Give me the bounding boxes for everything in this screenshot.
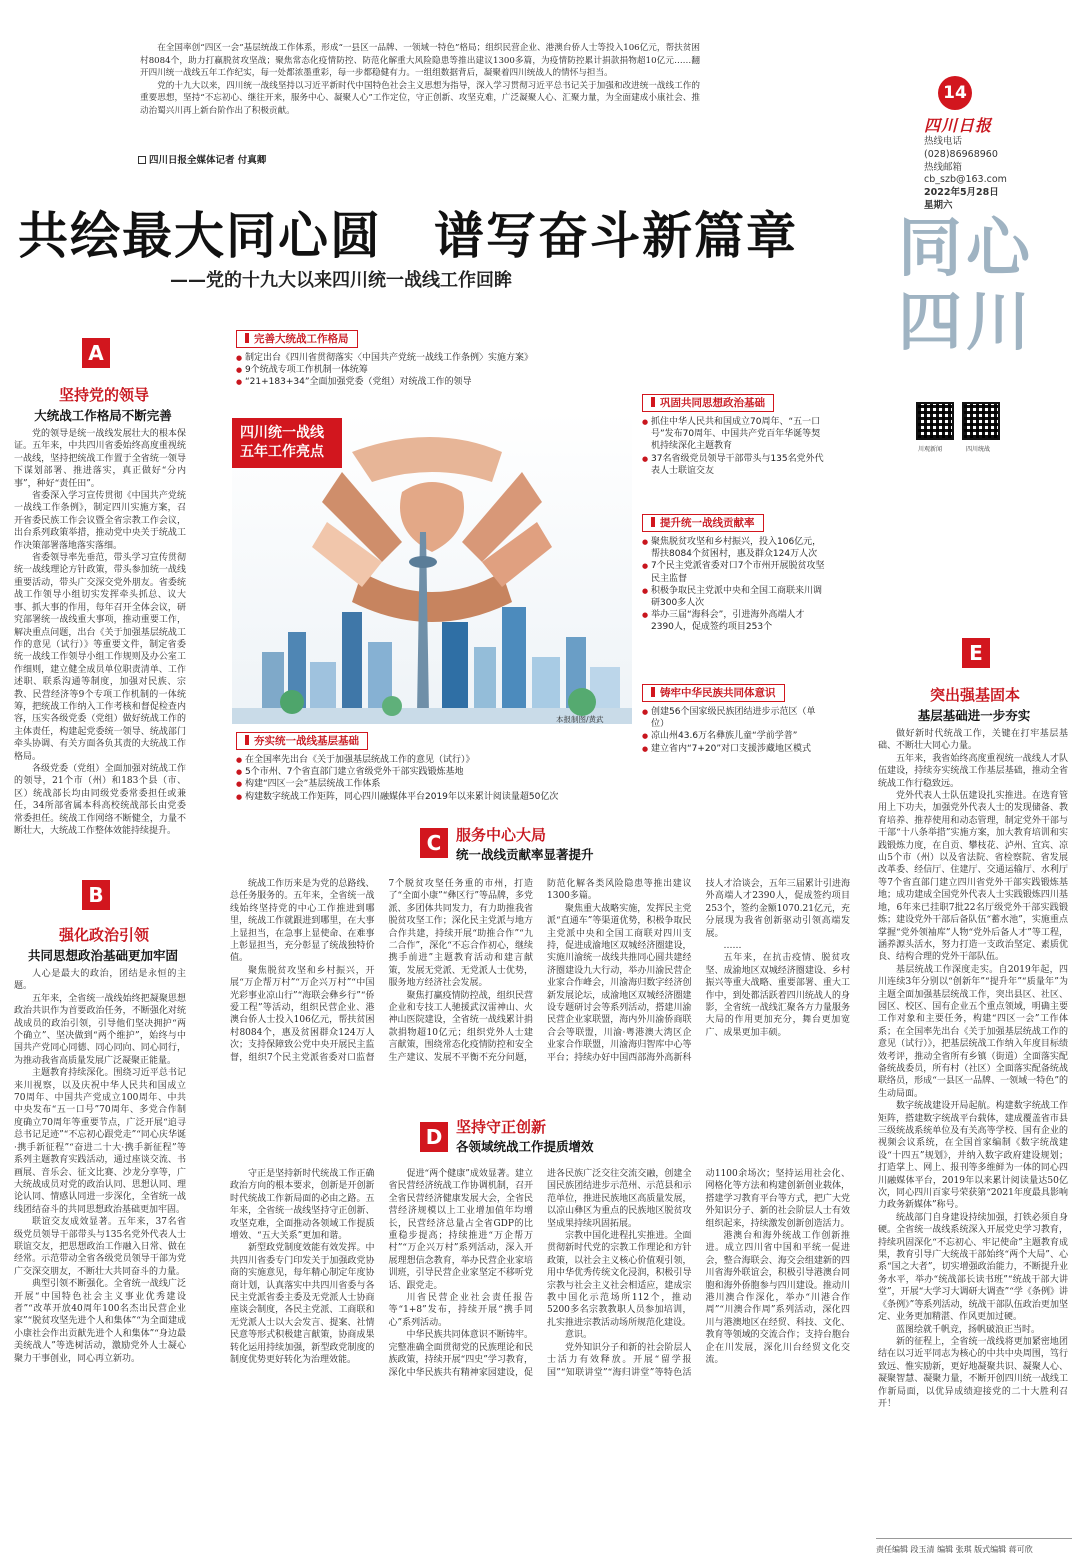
section-e-body	[878, 728, 1068, 1528]
paragraph: 促进“两个健康”成效显著。建立省民营经济统战工作协调机制，召开全省民营经济健康发展大会，全省民营经济规模以上工业增加值年均增长，民营经济总量占全省GDP的比重稳步提高；持续推进“万企帮万村”“万企兴万村”系列活动，深入开展理想信念教育，举办民营企业家培训班，引导民营企业家坚定不移听党话、跟党走。	[388, 1169, 533, 1291]
editor-credits: 责任编辑 段玉清 编辑 张琪 版式编辑 蒋可欣	[876, 1545, 1033, 1554]
paragraph: 典型引领不断强化。全省统一战线广泛开展“中国特色社会主义事业优秀建设者”“改革开放40周年100名杰出民营企业家”“脱贫攻坚先进个人和集体”“为全面建成小康社会作出贡献先进个人和集体”“身边最美统战人”等选树活动，激励党外人士凝心聚力干事创业，同心再立新功。	[14, 1279, 186, 1364]
hotline-label: 热线电话	[924, 136, 963, 147]
paragraph: 聚焦打赢疫情防控战，组织民营企业和专技工人驰援武汉雷神山、火神山医院建设，全省统一战线累计捐款捐物超10亿元；组织党外人士建言献策，围绕常态化疫情防控和安全生产建议、发展不平衡不充分问题，防范化解各类风险隐患等推出建议1300多篇。	[388, 879, 692, 1063]
paragraph: 蓝图绘就千帆竞，扬帆破浪正当时。	[896, 1324, 1041, 1335]
section-letter-c: C	[420, 828, 448, 858]
paragraph: 联谊交友成效显著。五年来，37名省级党员领导干部带头与135名党外代表人士联谊交友，把思想政治工作融入日常、做在经常。示范带动全省各级党员领导干部为党广交深交朋友，不断壮大共同奋斗的力量。	[14, 1217, 186, 1277]
list-item: ● “21+183+34”全面加强党委（党组）对统战工作的领导	[236, 376, 626, 388]
paragraph: 人心是最大的政治，团结是永恒的主题。	[14, 969, 186, 992]
section-a-body	[14, 428, 186, 868]
section-b-subtitle: 共同思想政治基础更加牢固	[27, 948, 178, 963]
section-b-title: 强化政治引领	[58, 926, 149, 944]
highlight-box-2-title: 巩固共同思想政治基础	[642, 394, 774, 412]
page-number-badge: 14	[938, 76, 972, 110]
paragraph: 主题教育持续深化。围绕习近平总书记来川视察，以及庆祝中华人民共和国成立70周年、中国共产党成立100周年、中共中央发布“五一口号”70周年、多党合作制度确立70周年等重要节点，广泛开展“追寻总书记足迹”“不忘初心跟党走”“同心庆华诞·携手新征程”“奋进二十大·携手新征程”等系列主题教育实践活动，通过座谈交流、书画展、音乐会、征文比赛、沙龙分享等，广大统战成员对党的政治认同、思想认同、理论认同、情感认同进一步深化，全省统一战线团结奋斗的共同思想政治基础更加牢固。	[14, 1068, 186, 1215]
section-b-body	[14, 968, 186, 1528]
section-e-subtitle: 基层基础进一步夯实	[917, 708, 1031, 723]
highlight-box-2-list	[642, 416, 826, 477]
qr-code-icon[interactable]	[916, 402, 954, 440]
paragraph: 意识。	[565, 1330, 593, 1341]
paragraph: 中华民族共同体意识不断铸牢。完整准确全面贯彻党的民族理论和民族政策，持续开展“四史”学习教育，深化中华民族共有精神家园建设，促进各民族广泛交往交流交融，创建全国民族团结进步示范州、示范县和示范单位，推进民族地区高质量发展，以凉山彝区为重点的民族地区脱贫攻坚成果持续巩固拓展。	[388, 1169, 692, 1378]
list-item: ● 在全国率先出台《关于加强基层统战工作的意见（试行）》	[236, 754, 636, 766]
section-letter-a: A	[82, 338, 110, 368]
footer-rule	[876, 1538, 1072, 1539]
section-d-body	[230, 1168, 850, 1538]
list-item: ● 举办三届“海科会”，引进海外高端人才2390人，促成签约项目253个	[642, 609, 826, 633]
section-c-body	[230, 878, 850, 1090]
highlight-box-5-list	[236, 754, 636, 803]
hotline-number: (028)86968960	[924, 148, 998, 160]
highlight-banner-line: 四川统一战线	[240, 425, 324, 441]
highlight-box-4-list	[642, 706, 826, 755]
paragraph: 港澳台和海外统战工作创新推进。成立四川省中国和平统一促进会，整合海联会、海交会组建新的四川省海外联谊会，积极引导港澳台同胞和海外侨胞参与四川建设。推动川港川澳合作深化，举办“川港合作周”“川澳合作周”系列活动，深化四川与港澳地区在经贸、科技、文化、教育等领域的交流合作；支持台胞台企在川发展，深化川台经贸文化交流。	[705, 1231, 850, 1366]
intro-paragraph: 在全国率创“四区一会”基层统战工作体系，形成“一县区一品牌、一领域一特色”格局；组织民营企业、港澳台侨人士等投入106亿元，帮扶贫困村8084个，助力打赢脱贫攻坚战；聚焦常态化疫情防控、防范化解重大风险隐患等推出建议1300多篇，为疫情防控累计捐款捐物超10亿元……翻开四川统一战线五年工作纪实，每一处都浓墨重彩，每一步都稳健有力。一组组数据背后，凝聚着四川统战人的情怀与担当。	[140, 43, 700, 78]
byline-text: 四川日报全媒体记者 付真卿	[149, 155, 267, 166]
issue-weekday: 星期六	[924, 199, 953, 211]
paragraph: 五年来，我省始终高度重视统一战线人才队伍建设，持续夯实统战工作基层基础，推动全省统战工作行稳致远。	[878, 753, 1068, 789]
paragraph: 五年来，在抗击疫情、脱贫攻坚、成渝地区双城经济圈建设、乡村振兴等重大战略、重要部署、重大工作中，到处都活跃着四川统战人的身影，全省统一战线汇聚各方力量服务大局的作用更加充分，舞台更加宽广、成果更加丰硕。	[705, 953, 850, 1038]
list-item: ● 抓住中华人民共和国成立70周年、“五一口号”发布70周年、中国共产党百年华诞等契机持续深化主题教育	[642, 416, 826, 453]
highlight-box-4-title: 铸牢中华民族共同体意识	[642, 684, 785, 702]
intro-text	[140, 42, 700, 117]
paragraph: 聚焦脱贫攻坚和乡村振兴，开展“万企帮万村”“万企兴万村”“中国光彩事业凉山行”“海联会彝乡行”“侨爱工程”等活动，组织民营企业、港澳台侨人士投入106亿元，帮扶贫困村8084个，惠及贫困群众124万人次；支持保障致公党中央开展民主监督，组织7个民主党派省委对口监督7个脱贫攻坚任务重的市州，打造了“全面小康”“彝区行”等品牌，多党派、多团体共同发力，有力助推我省脱贫攻坚工作；深化民主党派与地方合作共建，持续开展“助推合作”“九二合作”，深化“不忘合作初心，继续携手前进”主题教育活动和建言献策，发展无党派、无党派人士优势，服务地方经济社会发展。	[230, 879, 533, 1063]
paragraph: 宗教中国化进程扎实推进。全面贯彻新时代党的宗教工作理论和方针政策，以社会主义核心价值观引领，用中华优秀传统文化浸润，积极引导宗教与社会主义社会相适应，建成宗教中国化示范场所112个，推动5200多名宗教教职人员参加培训，扎实推进宗教活动场所规范化建设。	[547, 1231, 692, 1328]
paragraph: 省委领导率先垂范，带头学习宣传贯彻统一战线理论方针政策，带头参加统一战线重要活动，带头广交深交党外朋友。省委统战工作领导小组切实发挥牵头抓总、议大事、抓大事的作用，每年召开全体会议，研究部署统一战线重大事项，推动重要工作，解决重点问题，出台《关于加强基层统战工作的意见（试行）》等重要文件，制定省委统一战线工作领导小组工作规则及办公室工作细则，建立健全成员单位职责清单、工作述职、联系沟通等制度，加强对民族、宗教、民营经济等9个专项工作机制的一体统筹，把统战工作纳入工作考核和督促检查内容，压实各级党委（党组）做好统战工作的主体责任，构建起党委统一领导、统战部门牵头协调、有关方面各负其责的大统战工作格局。	[14, 553, 186, 762]
column-title	[898, 212, 1038, 360]
paragraph: 新的征程上，全省统一战线将更加紧密地团结在以习近平同志为核心的中共中央周围，笃行致远、惟实励新，更好地凝聚共识、凝聚人心、凝聚智慧、凝聚力量，不断开创四川统一战线工作新局面，以优异成绩迎接党的二十大胜利召开！	[878, 1336, 1068, 1409]
contact-block	[924, 136, 1044, 213]
section-c-title: 服务中心大局	[456, 826, 547, 844]
list-item: ● 9个统战专项工作机制一体统筹	[236, 364, 626, 376]
highlight-box-3-list	[642, 536, 826, 634]
list-item: ● 聚焦脱贫攻坚和乡村振兴，投入106亿元，帮扶8084个贫困村，惠及群众124万人次	[642, 536, 826, 560]
paragraph: 党的领导是统一战线发展壮大的根本保证。五年来，中共四川省委始终高度重视统一战线，坚持把统战工作置于全省统一领导下谋划部署、推进落实，真正做好“分内事”，种好“责任田”。	[14, 429, 186, 489]
list-item: ● 建立省内“7+20”对口支援涉藏地区模式	[642, 743, 826, 755]
paragraph: 各级党委（党组）全面加强对统战工作的领导，21个市（州）和183个县（市、区）统战部长均由同级党委常委担任或兼任，34所部省属本科高校统战部长由党委常委担任。统战工作网络不断健全，力量不断壮大，大统战工作整体效能持续提升。	[14, 763, 186, 836]
section-letter-d: D	[420, 1122, 448, 1152]
section-a-title: 坚持党的领导	[58, 386, 149, 404]
paragraph: 党外知识分子和新的社会阶层人士活力有效释放。开展“留学报国”“知联讲堂”“海归讲堂”等特色活动1100余场次；坚持运用社会化、网格化等方法和构建创新创业载体，搭建学习教育平台等方式，把广大党外知识分子、新的社会阶层人士有效组织起来，持续激发创新创造活力。	[547, 1169, 850, 1378]
paragraph: 省委深入学习宣传贯彻《中国共产党统一战线工作条例》，制定四川实施方案，召开省委民族工作会议暨全省宗教工作会议，出台系列政策举措，推动党中央关于统战工作决策部署落地落实落细。	[14, 491, 186, 551]
list-item: ● 构建“四区一会”基层统战工作体系	[236, 778, 636, 790]
email-address: cb_szb@163.com	[924, 174, 1007, 186]
paragraph: 做好新时代统战工作，关键在打牢基层基础、不断壮大同心力量。	[878, 729, 1068, 752]
paragraph: 党外代表人士队伍建设扎实推进。在选育管用上下功夫，加强党外代表人士的发现储备、教育培养、推荐使用和动态管理，制定党外干部与干部“十八条举措”实施方案，加大教育培训和实践锻炼力度，在自贡、攀枝花、泸州、宜宾、凉山5个市（州）以及省法院、省检察院、省发展改革委、经信厅、住建厅、交通运输厅、水利厅等7个省直部门建立四川省党外干部实践锻炼基地；成功建成全国党外代表人士实践锻炼四川基地，6年来已挂职7批22名厅级党外干部实践锻炼；建设党外干部后备队伍“蓄水池”，实施重点掌握“党外领袖库”人物“党外后备人才”等工程，涵养源头活水，努力打造一支政治坚定、素质优良、结构合理的党外干部队伍。	[878, 791, 1068, 963]
highlight-box-3-title: 提升统一战线贡献率	[642, 514, 764, 532]
column-title-line: 同心	[898, 212, 1034, 286]
paragraph: ……	[723, 941, 742, 952]
qr-label: 川观新闻	[918, 446, 943, 453]
list-item: ● 构建数字统战工作矩阵，同心四川融媒体平台2019年以来累计阅读量超50亿次	[236, 791, 636, 803]
paragraph: 新型政党制度效能有效发挥。中共四川省委专门印发关于加强政党协商的实施意见，每年精心制定年度协商计划，认真落实中共四川省委与各民主党派省委主委及无党派人士协商座谈会制度，各民主党派、工商联和无党派人士以大会发言、提案、社情民意等形式积极建言献策，协商成果转化运用持续加强，新型政党制度的制度优势更好转化为治理效能。	[230, 1243, 375, 1366]
section-d-subtitle: 各领域统战工作提质增效	[456, 1139, 594, 1154]
qr-label: 四川统战	[966, 446, 991, 453]
column-title-line: 四川	[898, 286, 1034, 360]
section-a-subtitle: 大统战工作格局不断完善	[34, 408, 172, 423]
highlight-box-1-title: 完善大统战工作格局	[236, 330, 358, 348]
paragraph: 守正是坚持新时代统战工作正确政治方向的根本要求，创新是开创新时代统战工作新局面的必由之路。五年来，全省统一战线坚持守正创新、攻坚克难，全面推动各领域工作提质增效、“五大关系”更加和谐。	[230, 1169, 375, 1242]
section-d-title: 坚持守正创新	[456, 1118, 547, 1136]
list-item: ● 凉山州43.6万名彝族儿童“学前学普”	[642, 730, 826, 742]
photo-credit: 本报制图/黄武	[556, 715, 604, 724]
highlight-banner-line: 五年工作亮点	[240, 444, 324, 460]
highlight-banner	[232, 418, 342, 468]
highlight-box-5-title: 夯实统一战线基层基础	[236, 732, 368, 750]
paragraph: 数字统战建设开局起航。构建数字统战工作矩阵，搭建数字统战平台载体，建成覆盖省市县三级统战系统单位及有关高等学校、国有企业的视频会议系统，在全国首家编制《数字统战建设“十四五”规划》，并纳入数字政府建设规划；打造掌上、网上、报刊等多维鲜为一体的同心四川融媒体平台，2019年以来累计阅读量达50亿次，同心四川百家号荣获第“2021年度最具影响力政务新媒体”称号。	[878, 1101, 1068, 1211]
paragraph: 基层统战工作深度走实。自2019年起，四川连续3年分别以“创新年”“提升年”“质量年”为主题全面加强基层统战工作，突出县区、社区、园区、校区、国有企业五个重点领域，明确主要工作对象和主要任务，构建“四区一会”工作体系；在全国率先出台《关于加强基层统战工作的意见（试行）》，把基层统战工作纳入年度目标绩效考评，推动全省所有乡镇（街道）全面落实配备统战委员，所有村（社区）全面落实配备统战联络员，形成“一县区一品牌、一领域一特色”的生动局面。	[878, 964, 1068, 1099]
section-letter-b: B	[82, 880, 110, 910]
subheadline: ——党的十九大以来四川统一战线工作回眸	[170, 270, 512, 291]
list-item: ● 创建56个国家级民族团结进步示范区（单位）	[642, 706, 826, 730]
paragraph: 五年来，全省统一战线始终把凝聚思想政治共识作为首要政治任务，不断强化对统战成员的政治引领，引导他们坚决拥护“两个确立”、坚决做到“两个维护”，始终与中国共产党同心同德、同心同向、同心同行，为推动我省高质量发展广泛凝聚正能量。	[14, 993, 186, 1066]
byline	[138, 152, 266, 166]
qr-code-icon[interactable]	[962, 402, 1000, 440]
section-letter-e: E	[962, 638, 990, 668]
newspaper-logo: 四川日报	[924, 116, 993, 135]
list-item: ● 5个市州、7个省直部门建立省级党外干部实践锻炼基地	[236, 766, 636, 778]
section-c-subtitle: 统一战线贡献率显著提升	[456, 847, 594, 862]
headline: 共绘最大同心圆 谱写奋斗新篇章	[18, 207, 798, 265]
list-item: ● 37名省级党员领导干部带头与135名党外代表人士联谊交友	[642, 453, 826, 477]
list-item: ● 制定出台《四川省贯彻落实〈中国共产党统一战线工作条例〉实施方案》	[236, 352, 626, 364]
intro	[140, 42, 700, 117]
highlight-box-1-list	[236, 352, 626, 389]
intro-paragraph: 党的十九大以来，四川统一战线坚持以习近平新时代中国特色社会主义思想为指导，深入学习贯彻习近平总书记关于加强和改进统一战线工作的重要思想，坚持“不忘初心、继往开来，服务中心、凝聚人心”工作定位，守正创新、攻坚克难，广泛凝聚人心、汇聚力量，为全面建成小康社会、推动治蜀兴川再上新台阶作出了积极贡献。	[140, 80, 700, 116]
list-item: ● 7个民主党派省委对口7个市州开展脱贫攻坚民主监督	[642, 560, 826, 584]
paragraph: 统战工作历来是为党的总路线、总任务服务的。五年来，全省统一战线始终坚持党的中心工作推进到哪里，统战工作就跟进到哪里，在大事上显担当，在急事上显使命、在难事上彰显担当，充分彰显了统战独特价值。	[230, 879, 375, 964]
list-item: ● 积极争取民主党派中央和全国工商联来川调研300多人次	[642, 585, 826, 609]
section-e-title: 突出强基固本	[929, 686, 1020, 704]
paragraph: 川省民营企业社会责任报告等“1+8”发布，持续开展“携手同心”系列活动。	[388, 1293, 533, 1328]
paragraph: 统战部门自身建设持续加强，打铁必须自身硬。全省统一战线系统深入开展党史学习教育，持续巩固深化“不忘初心、牢记使命”主题教育成果，教育引导广大统战干部始终“两个大局”、心系“国之大者”，切实增强政治能力，不断提升业务水平，举办“统战部长读书班”“统战干部大讲堂”，开展“大学习大调研大调查”“学《条例》讲《条例》”等系列活动，统战干部队伍政治更加坚定、业务更加精湛、作风更加过硬。	[878, 1212, 1068, 1323]
issue-date: 2022年5月28日	[924, 187, 999, 199]
email-label: 热线邮箱	[924, 161, 963, 173]
paragraph: 聚焦重大战略实施，发挥民主党派“直通车”等渠道优势，积极争取民主党派中央和全国工商联对四川支持，促进成渝地区双城经济圈建设，实施川渝统一战线共推同心圆共建经济圈建设九大行动，举办川渝民营企业家合作峰会，川渝海归数字经济创新发展论坛，成渝地区双城经济圈建设专题研讨会等系列活动，搭建川渝民营企业家联盟，海内外川渝侨商联合会等联盟，川渝·粤港澳大湾区企业家合作联盟，川渝海归智库中心等平台；持续办好中国西部海外高新科技人才洽谈会，五年三届累计引进海外高端人才2390人，促成签约项目253个，签约金额1070.21亿元，充分展现为我省创新驱动引领高端发展。	[547, 879, 850, 1063]
square-icon	[138, 156, 146, 164]
